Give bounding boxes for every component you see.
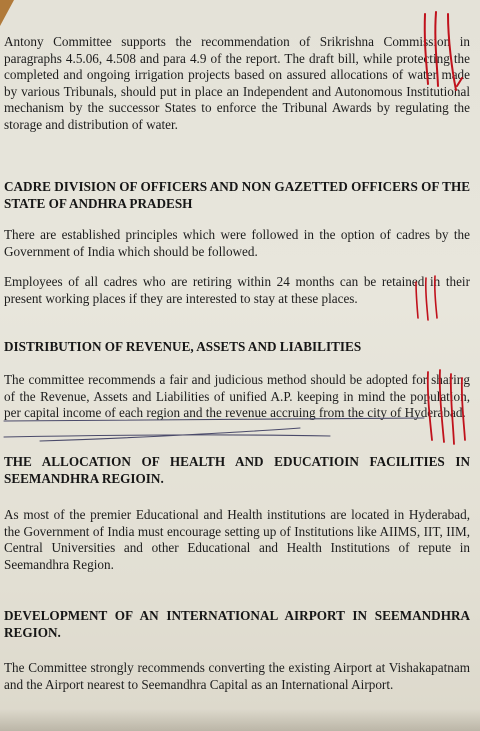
heading-airport-development: DEVELOPMENT OF AN INTERNATIONAL AIRPORT IN SEEMANDHRA REGION. (4, 608, 470, 640)
page-bottom-shadow (0, 709, 480, 731)
paragraph-airport: The Committee strongly recommends converting the existing Airport at Vishakapatnam and the Airport nearest to Seemandhra Capital as an International Airport. (4, 660, 470, 692)
heading-revenue-distribution: DISTRIBUTION OF REVENUE, ASSETS AND LIABILITIES (4, 339, 362, 354)
paragraph-retiring-employees: Employees of all cadres who are retiring within 24 months can be retained in their present working places if they are interested to stay at these places. (4, 274, 470, 306)
torn-corner (0, 0, 14, 26)
heading-health-education: THE ALLOCATION OF HEALTH AND EDUCATIOIN FACILITIES IN SEEMANDHRA REGIOIN. (4, 454, 470, 486)
paragraph-revenue-sharing: The committee recommends a fair and judicious method should be adopted for sharing of the Revenue, Assets and Liabilities of unified A.P. keeping in mind the population, per capital income of each region and the revenue accruing from the city of Hyderabad. (4, 372, 470, 420)
paragraph-cadre-principles: There are established principles which were followed in the option of cadres by the Government of India which should be followed. (4, 227, 470, 259)
paragraph-water-tribunals: Antony Committee supports the recommendation of Srikrishna Commission in paragraphs 4.5.06, 4.508 and para 4.9 of the report. The draft bill, while protecting the completed and ongoing irrigation projects based on assured allocations of water made by various Tribunals, should put in place an Independent and Autonomous Institutional mechanism by the successor States to enforce the Tribunal Awards by regulating the storage and distribution of water. (4, 34, 470, 132)
paragraph-institutions: As most of the premier Educational and Health institutions are located in Hyderabad, the Government of India must encourage setting up of Institutions like AIIMS, IIT, IIM, Central Universities and other Educational and Health Institutions of repute in Seemandhra Region. (4, 507, 470, 572)
heading-cadre-division: CADRE DIVISION OF OFFICERS AND NON GAZETTED OFFICERS OF THE STATE OF ANDHRA PRADESH (4, 179, 470, 211)
